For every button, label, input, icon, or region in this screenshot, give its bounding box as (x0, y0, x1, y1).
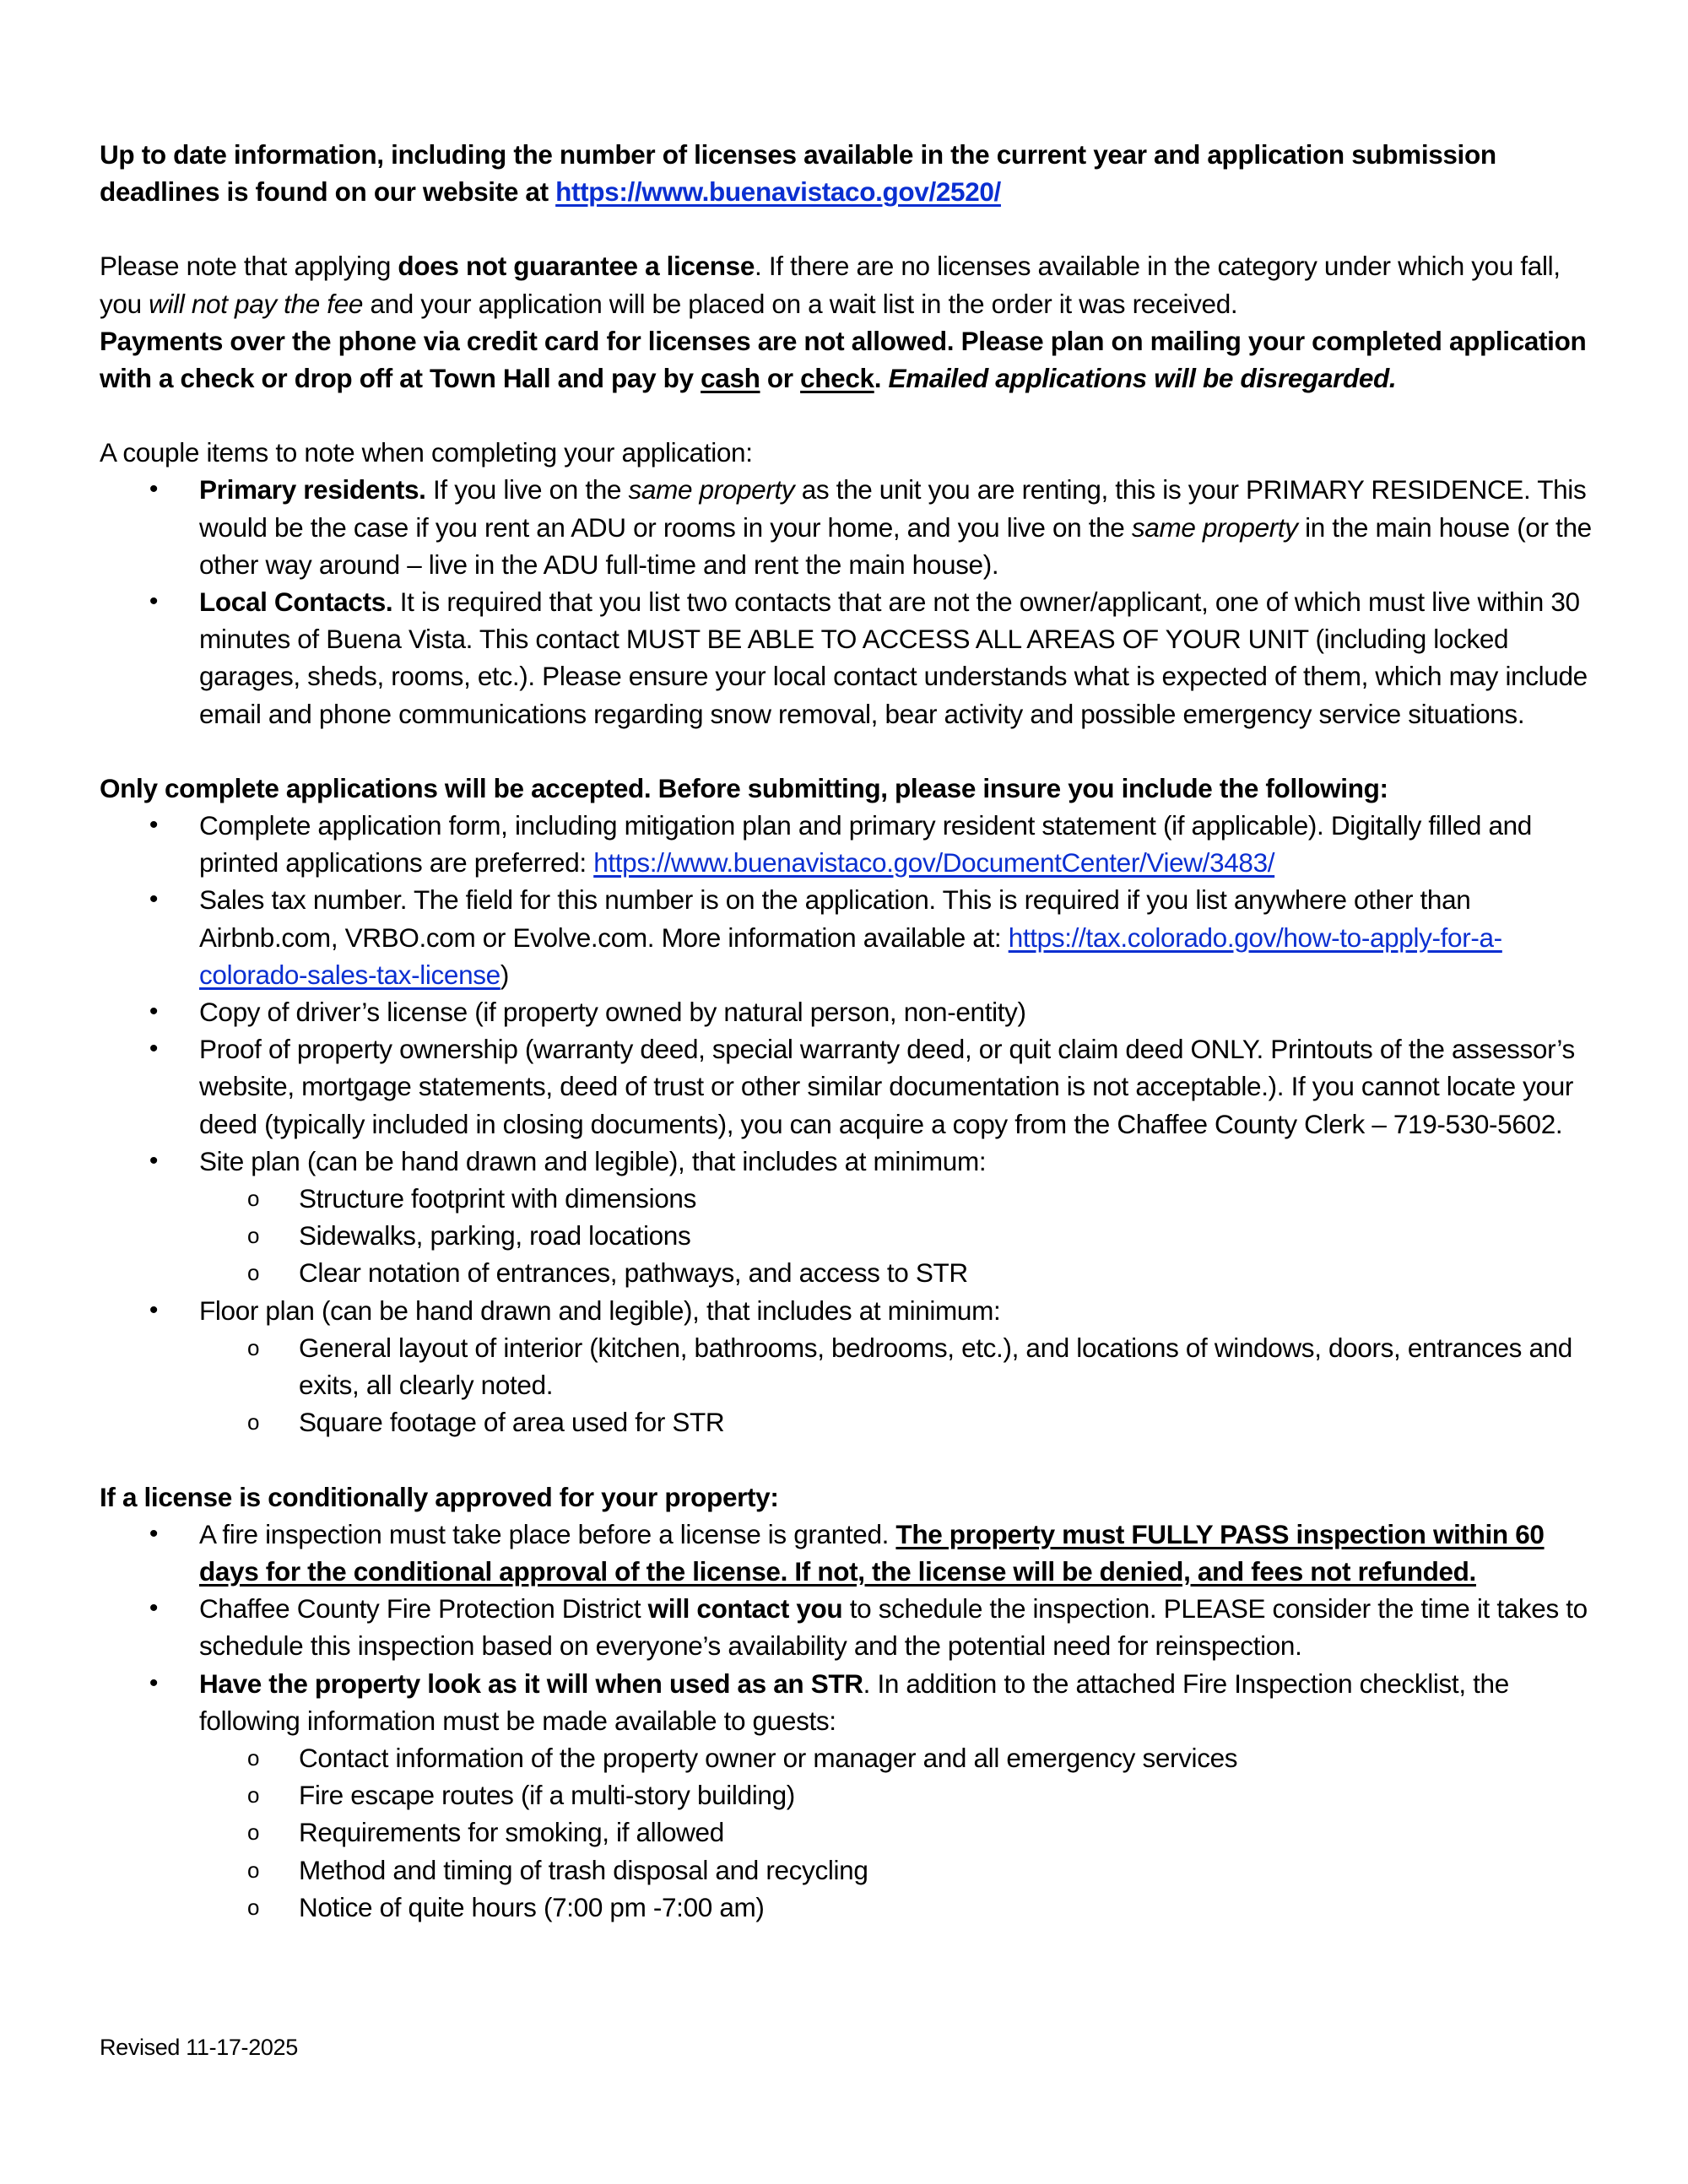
item-label: Local Contacts. (199, 587, 393, 618)
payment-notice (100, 326, 1586, 393)
sub-item-text: Sidewalks, parking, road locations (299, 1220, 691, 1251)
bullet-icon: • (149, 1594, 159, 1623)
check-text: check (800, 363, 874, 394)
item-text: Floor plan (can be hand drawn and legible), that includes at minimum: (199, 1295, 1001, 1326)
items-heading: A couple items to note when completing your application: (100, 437, 753, 468)
sub-item-text: Fire escape routes (if a multi-story building) (299, 1780, 795, 1811)
item-text: . In addition to the attached Fire Inspection checklist, the following information must be made available to guests: (199, 1668, 1509, 1736)
requirements-list (100, 807, 1602, 1441)
sub-list-item (246, 1739, 1602, 1776)
item-text: Site plan (can be hand drawn and legible), that includes at minimum: (199, 1145, 987, 1176)
item-text: in the main house (or the other way around – live in the ADU full-time and rent the main house). (199, 511, 1592, 580)
list-item-application-form (149, 807, 1602, 881)
bullet-icon: • (149, 1519, 159, 1548)
bullet-icon: • (149, 1295, 159, 1324)
spacer (100, 210, 1602, 247)
item-label: Have the property look as it will when used as an STR (199, 1668, 863, 1699)
notice-text: Please note that applying (100, 251, 398, 282)
no-fee-text: will not pay the fee (149, 288, 364, 319)
spacer (100, 733, 1602, 770)
sub-list-item (246, 1217, 1602, 1254)
item-emphasis: same property (628, 474, 795, 505)
sub-item-text: Notice of quite hours (7:00 pm -7:00 am) (299, 1891, 765, 1922)
circle-bullet-icon: o (246, 1744, 260, 1770)
payment-text: Payments over the phone via credit card for licenses are not allowed. Please plan on mailing your completed application with a check or drop off at Town Hall and pay by (100, 325, 1587, 394)
bullet-icon: • (149, 1668, 159, 1697)
item-emphasis: same property (1131, 511, 1298, 543)
sub-list-item (246, 1254, 1602, 1291)
circle-bullet-icon: o (246, 1857, 260, 1883)
emailed-disregarded-text: Emailed applications will be disregarded. (888, 363, 1397, 394)
bullet-icon: • (149, 1035, 159, 1063)
item-text: Proof of property ownership (warranty deed, special warranty deed, or quit claim deed ONLY. Printouts of the assessor’s website, mortgage statements, deed of trust or other similar documentation is not acceptable.). If you cannot locate your deed (typically included in closing documents), you can acquire a copy from the Chaffee County Clerk – 719-530-5602. (199, 1034, 1575, 1139)
item-text: Complete application form, including mitigation plan and primary resident statement (if applicable). Digitally filled and printed applications are preferred: (199, 810, 1532, 878)
item-text: Copy of driver’s license (if property owned by natural person, non-entity) (199, 997, 1026, 1028)
item-text: It is required that you list two contacts that are not the owner/applicant, one of which must live within 30 minutes of Buena Vista. This contact MUST BE ABLE TO ACCESS ALL AREAS OF YOUR UNIT (including locked garages, sheds, rooms, etc.). Please ensure your local contact understands what is expected of them, which may include email and phone communications regarding snow removal, bear activity and possible emergency service situations. (199, 587, 1588, 729)
list-item-local-contacts (149, 583, 1602, 733)
conditional-heading: If a license is conditionally approved for your property: (100, 1481, 779, 1512)
sub-item-text: Clear notation of entrances, pathways, and access to STR (299, 1257, 968, 1289)
bullet-icon: • (149, 885, 159, 914)
circle-bullet-icon: o (246, 1223, 260, 1249)
bullet-icon: • (149, 1146, 159, 1175)
pass-inspection-warning: The property must FULLY PASS inspection within 60 days for the conditional approval of the license. If not, the license will be denied, and fees not refunded. (199, 1518, 1545, 1587)
list-item-property-look (149, 1665, 1602, 1926)
list-item-fire-district (149, 1590, 1602, 1664)
payment-text: . (874, 363, 889, 394)
list-item-property-ownership (149, 1030, 1602, 1143)
item-label: Primary residents. (199, 474, 426, 505)
application-form-link[interactable]: https://www.buenavistaco.gov/DocumentCenter/View/3483/ (593, 847, 1275, 878)
requirements-heading: Only complete applications will be accepted. Before submitting, please insure you include the following: (100, 772, 1388, 803)
items-list (100, 471, 1602, 732)
list-item-site-plan (149, 1143, 1602, 1292)
list-item-sales-tax (149, 881, 1602, 993)
bullet-icon: • (149, 997, 159, 1026)
sub-list-item (246, 1814, 1602, 1851)
sub-item-text: General layout of interior (kitchen, bathrooms, bedrooms, etc.), and locations of windows, doors, entrances and exits, all clearly noted. (299, 1332, 1572, 1401)
list-item-floor-plan (149, 1292, 1602, 1441)
item-text: Sales tax number. The field for this number is on the application. This is required if you list anywhere other than Airbnb.com, VRBO.com or Evolve.com. More information available at: (199, 884, 1471, 953)
sales-tax-link[interactable]: https://tax.colorado.gov/how-to-apply-for-a-colorado-sales-tax-license (199, 922, 1502, 990)
intro-text: Up to date information, including the number of licenses available in the current year and application submission deadlines is found on our website at (100, 139, 1496, 208)
spacer (100, 1441, 1602, 1479)
sub-list-item (246, 1776, 1602, 1814)
circle-bullet-icon: o (246, 1782, 260, 1808)
notice-text: . If there are no licenses available in the category under which you fall, you (100, 251, 1561, 319)
circle-bullet-icon: o (246, 1409, 260, 1435)
will-contact-text: will contact you (647, 1593, 843, 1624)
circle-bullet-icon: o (246, 1260, 260, 1286)
sub-list-item (246, 1889, 1602, 1926)
sub-item-text: Structure footprint with dimensions (299, 1183, 696, 1214)
item-text: A fire inspection must take place before a license is granted. (199, 1518, 896, 1549)
guest-info-sublist (199, 1739, 1602, 1926)
sub-item-text: Requirements for smoking, if allowed (299, 1817, 724, 1848)
circle-bullet-icon: o (246, 1894, 260, 1920)
payment-text: or (760, 363, 801, 394)
no-guarantee-text: does not guarantee a license (398, 251, 755, 282)
site-plan-sublist (199, 1180, 1602, 1292)
document-page (100, 136, 1602, 1926)
sub-list-item (246, 1403, 1602, 1441)
item-text: as the unit you are renting, this is your PRIMARY RESIDENCE. This would be the case if you rent an ADU or rooms in your home, and you live on the (199, 474, 1587, 543)
bullet-icon: • (149, 587, 159, 616)
item-text: Chaffee County Fire Protection District (199, 1593, 648, 1624)
item-text: to schedule the inspection. PLEASE consider the time it takes to schedule this inspection based on everyone’s availability and the potential need for reinspection. (199, 1593, 1588, 1662)
cash-text: cash (701, 363, 760, 394)
sub-item-text: Contact information of the property owner or manager and all emergency services (299, 1742, 1238, 1773)
conditional-list (100, 1516, 1602, 1926)
bullet-icon: • (149, 811, 159, 840)
list-item-primary-residents (149, 471, 1602, 583)
item-text: ) (500, 959, 509, 990)
spacer (100, 397, 1602, 434)
floor-plan-sublist (199, 1329, 1602, 1441)
sub-item-text: Square footage of area used for STR (299, 1407, 725, 1438)
item-text: If you live on the (425, 474, 629, 505)
sub-list-item (246, 1852, 1602, 1889)
sub-list-item (246, 1329, 1602, 1403)
circle-bullet-icon: o (246, 1186, 260, 1212)
notice-text: and your application will be placed on a wait list in the order it was received. (363, 288, 1238, 319)
circle-bullet-icon: o (246, 1334, 260, 1360)
notice-paragraph (100, 247, 1602, 397)
sub-list-item (246, 1180, 1602, 1217)
circle-bullet-icon: o (246, 1819, 260, 1846)
list-item-drivers-license (149, 993, 1602, 1030)
revised-date: Revised 11-17-2025 (100, 2035, 298, 2060)
website-link[interactable]: https://www.buenavistaco.gov/2520/ (555, 176, 1001, 208)
bullet-icon: • (149, 475, 159, 504)
list-item-fire-inspection (149, 1516, 1602, 1590)
sub-item-text: Method and timing of trash disposal and recycling (299, 1854, 868, 1885)
intro-paragraph (100, 136, 1602, 210)
